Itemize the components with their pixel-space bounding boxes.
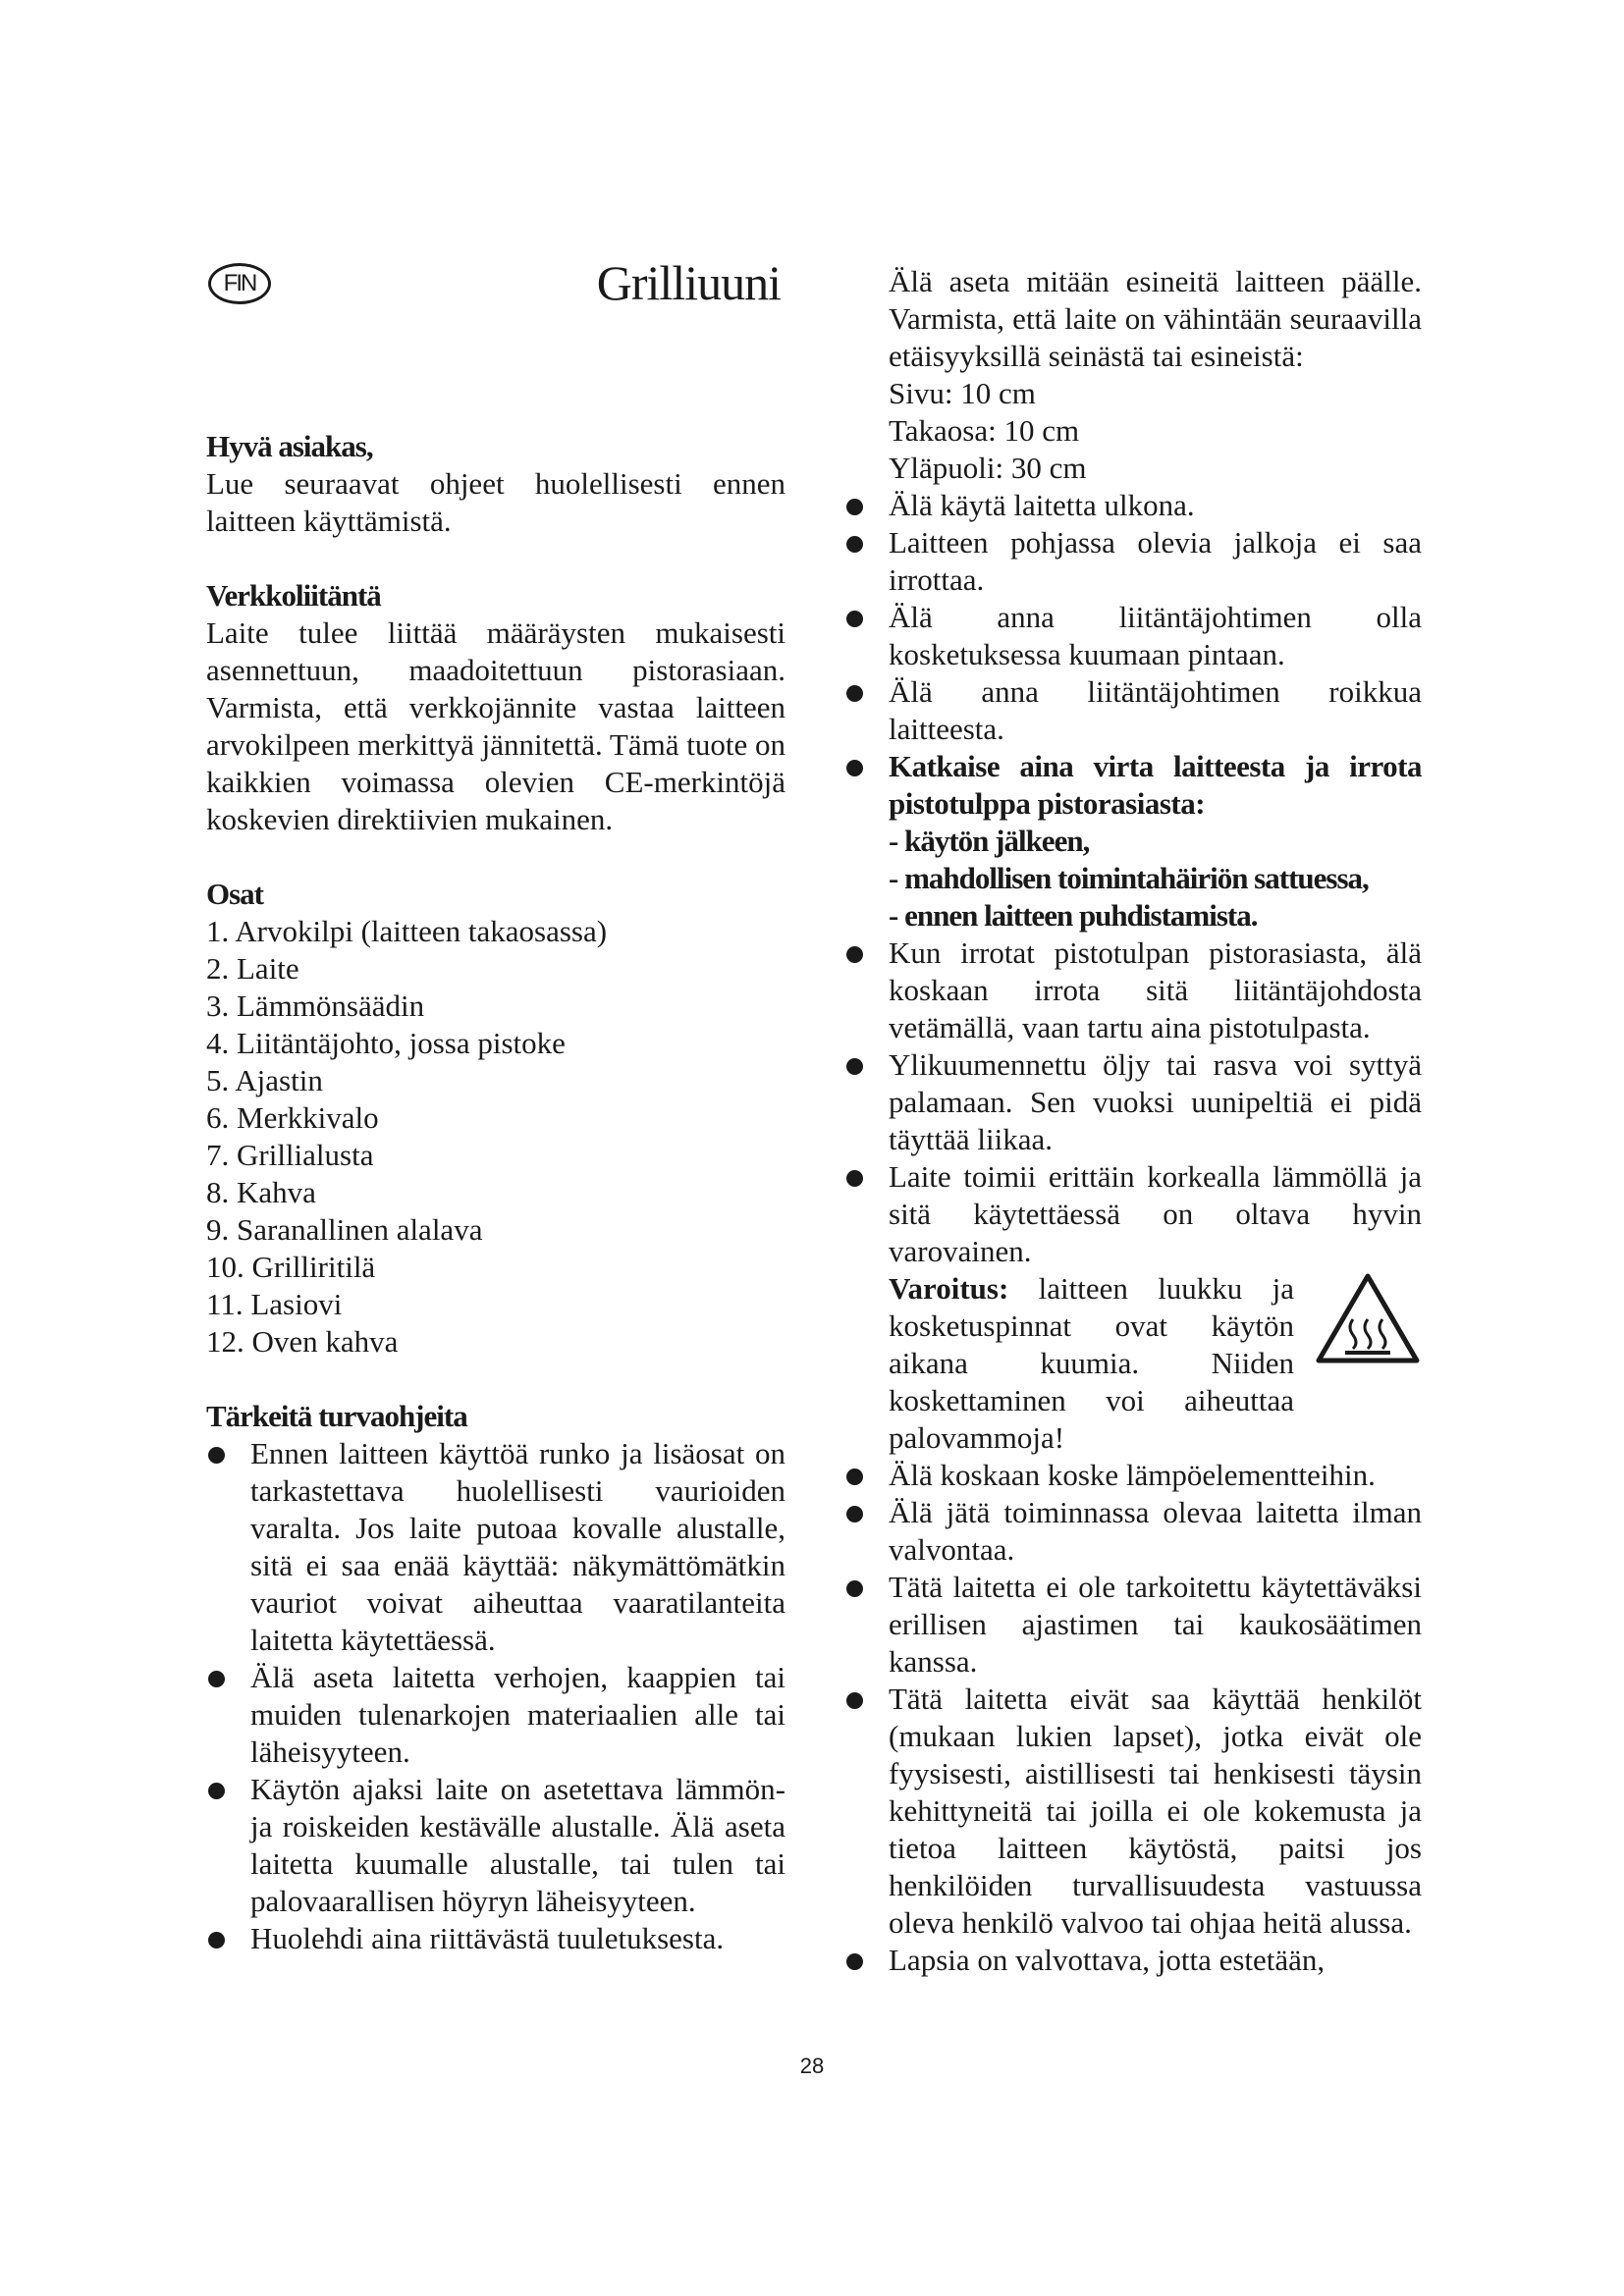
bullet-item: Huolehdi aina riittävästä tuuletuksesta. xyxy=(206,1920,785,1957)
list-item: 3. Lämmönsäädin xyxy=(206,988,425,1023)
list-item: 4. Liitäntäjohto, jossa pistoke xyxy=(206,1026,566,1060)
unplug-case: - käytön jälkeen, xyxy=(889,824,1090,858)
bullet-item: Älä aseta laitetta verhojen, kaappien tai muiden tulenarkojen materiaalien alle tai läheisyyteen. xyxy=(206,1659,785,1771)
list-item: 5. Ajastin xyxy=(206,1063,323,1097)
continued-text: Älä aseta mitään esineitä laitteen päälle. Varmista, että laite on vähintään seuraavilla etäisyyksillä seinästä tai esineistä: xyxy=(889,264,1422,373)
bullet-item: Älä koskaan koske lämpöelementteihin. xyxy=(844,1457,1422,1494)
warning-text: laitteen luukku ja kosketuspinnat ovat käytön aikana kuumia. Niiden koskettaminen voi aiheuttaa palovammoja! xyxy=(889,1271,1295,1455)
parts-list xyxy=(206,913,785,1361)
safety-heading: Tärkeitä turvaohjeita xyxy=(206,1399,467,1433)
bullet-item: Laite toimii erittäin korkealla lämmöllä ja sitä käytettäessä on oltava hyvin varovainen. xyxy=(844,1158,1422,1270)
bullet-item: Lapsia on valvottava, jotta estetään, xyxy=(844,1942,1422,1979)
parts-heading: Osat xyxy=(206,877,263,911)
distance-item: Yläpuoli: 30 cm xyxy=(889,451,1087,485)
list-item: 11. Lasiovi xyxy=(206,1287,343,1321)
language-badge: FIN xyxy=(208,263,271,304)
bullet-item: Älä jätä toiminnassa olevaa laitetta ilman valvontaa. xyxy=(844,1494,1422,1569)
list-item: 9. Saranallinen alalava xyxy=(206,1212,483,1247)
connection-text: Laite tulee liittää määräysten mukaisesti asennettuun, maadoitettuun pistorasiaan. Varmista, että verkkojännite vastaa laitteen arvokilpeen merkittyä jännitettä. Tämä tuote on kaikkien voimassa olevien CE-merkintöjä koskevien direktiivien mukainen. xyxy=(206,615,785,836)
distance-item: Takaosa: 10 cm xyxy=(889,413,1080,448)
page-number: 28 xyxy=(799,2054,825,2078)
list-item: 6. Merkkivalo xyxy=(206,1100,379,1135)
hot-surface-icon xyxy=(1314,1270,1422,1368)
bullet-item: Ennen laitteen käyttöä runko ja lisäosat on tarkastettava huolellisesti vaurioiden varalta. Jos laite putoaa kovalle alustalle, sitä ei saa enää käyttää: näkymättömätkin vauriot voivat aiheuttaa vaaratilanteita laitetta käytettäessä. xyxy=(206,1435,785,1659)
bullet-item: Käytön ajaksi laite on asetettava lämmön- ja roiskeiden kestävälle alustalle. Älä aseta laitetta kuumalle alustalle, tai tulen tai palovaarallisen höyryn läheisyyteen. xyxy=(206,1771,785,1920)
page-title: Grilliuuni xyxy=(596,255,781,310)
bullet-item: Kun irrotat pistotulpan pistorasiasta, älä koskaan irrota sitä liitäntäjohdosta vetämällä, vaan tartu aina pistotulpasta. xyxy=(844,934,1422,1046)
connection-heading: Verkkoliitäntä xyxy=(206,578,381,613)
right-column xyxy=(844,263,1422,1979)
list-item: 2. Laite xyxy=(206,951,299,986)
unplug-case: - mahdollisen toimintahäiriön sattuessa, xyxy=(889,861,1369,895)
distance-item: Sivu: 10 cm xyxy=(889,376,1036,410)
bullet-item: Älä anna liitäntäjohtimen roikkua laitteesta. xyxy=(844,673,1422,748)
bullet-item: Ylikuumennettu öljy tai rasva voi syttyä palamaan. Sen vuoksi uunipeltiä ei pidä täyttää liikaa. xyxy=(844,1046,1422,1158)
warning-label: Varoitus: xyxy=(889,1271,1009,1306)
greeting-text: Lue seuraavat ohjeet huolellisesti ennen laitteen käyttämistä. xyxy=(206,466,785,538)
left-column xyxy=(206,428,785,1957)
list-item: 1. Arvokilpi (laitteen takaosassa) xyxy=(206,914,608,948)
bullet-item: Älä käytä laitetta ulkona. xyxy=(844,487,1422,524)
unplug-item: Katkaise aina virta laitteesta ja irrota pistotulppa pistorasiasta: xyxy=(844,748,1422,823)
list-item: 10. Grilliritilä xyxy=(206,1250,376,1284)
hot-surface-warning xyxy=(844,1270,1422,1457)
bullet-item: Tätä laitetta ei ole tarkoitettu käytettäväksi erillisen ajastimen tai kaukosäätimen kanssa. xyxy=(844,1569,1422,1681)
greeting-heading: Hyvä asiakas, xyxy=(206,429,373,463)
list-item: 8. Kahva xyxy=(206,1175,316,1209)
list-item: 7. Grillialusta xyxy=(206,1138,374,1172)
bullet-item: Laitteen pohjassa olevia jalkoja ei saa irrottaa. xyxy=(844,524,1422,599)
bullet-item: Tätä laitetta eivät saa käyttää henkilöt (mukaan lukien lapset), jotka eivät ole fyysisesti, aistillisesti tai henkisesti täysin kehittyneitä tai joilla ei ole kokemusta ja tietoa laitteen käytöstä, paitsi jos henkilöiden turvallisuudesta vastuussa oleva henkilö valvoo tai ohjaa heitä alussa. xyxy=(844,1681,1422,1942)
bullet-item: Älä anna liitäntäjohtimen olla kosketuksessa kuumaan pintaan. xyxy=(844,599,1422,673)
unplug-case: - ennen laitteen puhdistamista. xyxy=(889,898,1258,933)
list-item: 12. Oven kahva xyxy=(206,1324,399,1359)
